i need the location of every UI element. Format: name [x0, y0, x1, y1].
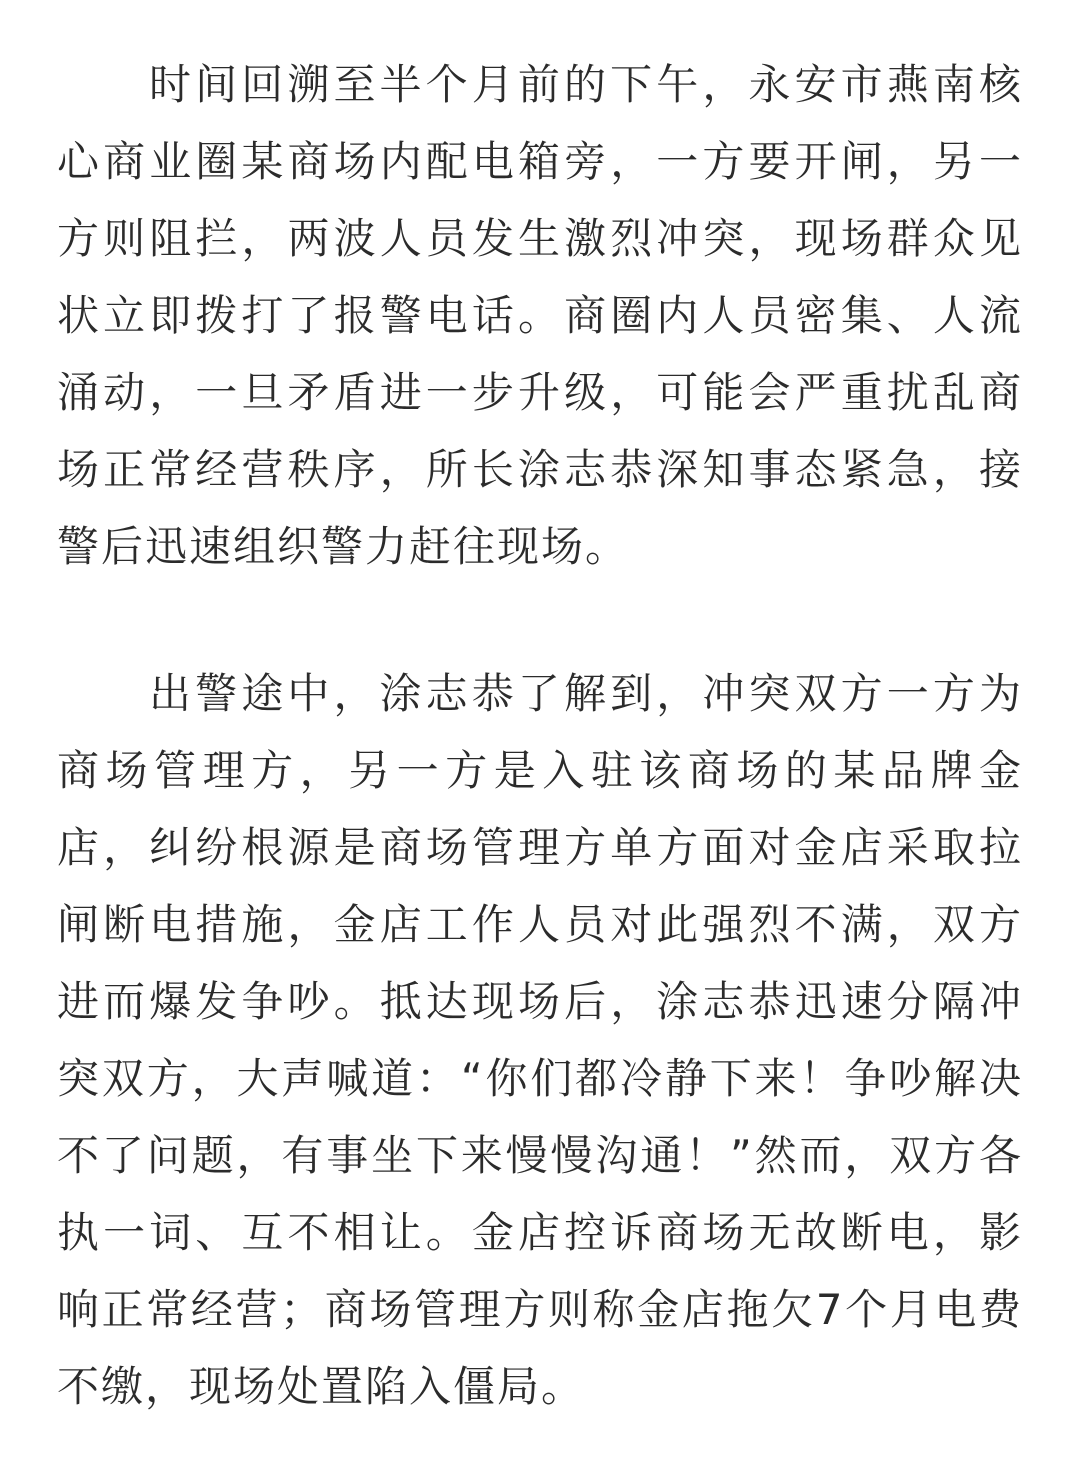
article-body [57, 46, 1023, 1425]
article-paragraph-2: 出警途中，涂志恭了解到，冲突双方一方为商场管理方，另一方是入驻该商场的某品牌金店，纠纷根源是商场管理方单方面对金店采取拉闸断电措施，金店工作人员对此强烈不满，双方进而爆发争吵。抵达现场后，涂志恭迅速分隔冲突双方，大声喊道：“你们都冷静下来！争吵解决不了问题，有事坐下来慢慢沟通！”然而，双方各执一词、互不相让。金店控诉商场无故断电，影响正常经营；商场管理方则称金店拖欠7个月电费不缴，现场处置陷入僵局。 [57, 669, 1023, 1411]
article-paragraph-1: 时间回溯至半个月前的下午，永安市燕南核心商业圈某商场内配电箱旁，一方要开闸，另一方则阻拦，两波人员发生激烈冲突，现场群众见状立即拨打了报警电话。商圈内人员密集、人流涌动，一旦矛盾进一步升级，可能会严重扰乱商场正常经营秩序，所长涂志恭深知事态紧急，接警后迅速组织警力赶往现场。 [57, 60, 1023, 571]
